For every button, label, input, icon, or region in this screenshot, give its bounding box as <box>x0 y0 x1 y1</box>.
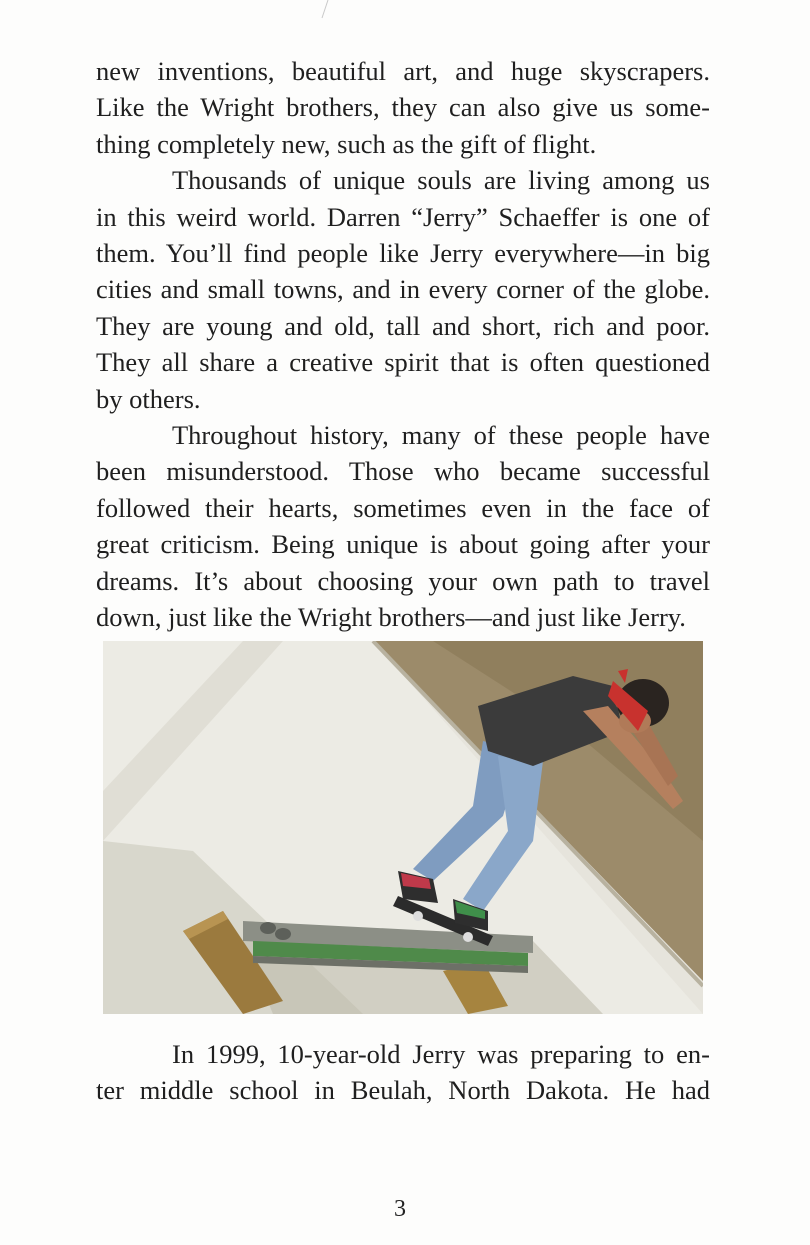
text-line: new inventions, beautiful art, and huge skyscrapers. <box>96 56 710 86</box>
text-line: thing completely new, such as the gift of flight. <box>96 128 597 159</box>
paragraph-1 <box>96 53 710 162</box>
text-line: cities and small towns, and in every corner of the globe. <box>96 274 710 305</box>
text-line: Thousands of unique souls are living among us <box>172 165 710 196</box>
skateboarder-illustration <box>103 641 703 1014</box>
text-line: dreams. It’s about choosing your own path to travel <box>96 565 710 596</box>
text-line: Like the Wright brothers, they can also give us some- <box>96 92 710 123</box>
text-line: been misunderstood. Those who became successful <box>96 456 710 487</box>
text-line: by others. <box>96 383 201 414</box>
text-line: They are young and old, tall and short, rich and poor. <box>96 310 710 341</box>
paragraph-3 <box>96 417 710 635</box>
body-text-top <box>96 53 710 636</box>
text-line: They all share a creative spirit that is often questioned <box>96 347 710 378</box>
text-line: followed their hearts, sometimes even in the face of <box>96 492 710 523</box>
text-line: them. You’ll find people like Jerry everywhere—in big <box>96 238 710 269</box>
text-line: In 1999, 10-year-old Jerry was preparing to en- <box>172 1039 710 1069</box>
text-line: ter middle school in Beulah, North Dakota. He had <box>96 1075 710 1106</box>
skateboarder-photo <box>103 641 703 1014</box>
page-number: 3 <box>394 1196 406 1222</box>
text-line: great criticism. Being unique is about going after your <box>96 529 710 560</box>
paragraph-4 <box>96 1036 710 1109</box>
body-text-bottom <box>96 1036 710 1109</box>
text-line: down, just like the Wright brothers—and just like Jerry. <box>96 602 686 633</box>
paragraph-2 <box>96 162 710 417</box>
text-line: in this weird world. Darren “Jerry” Schaeffer is one of <box>96 201 710 232</box>
corner-mark <box>300 0 340 24</box>
text-line: Throughout history, many of these people have <box>172 420 710 451</box>
